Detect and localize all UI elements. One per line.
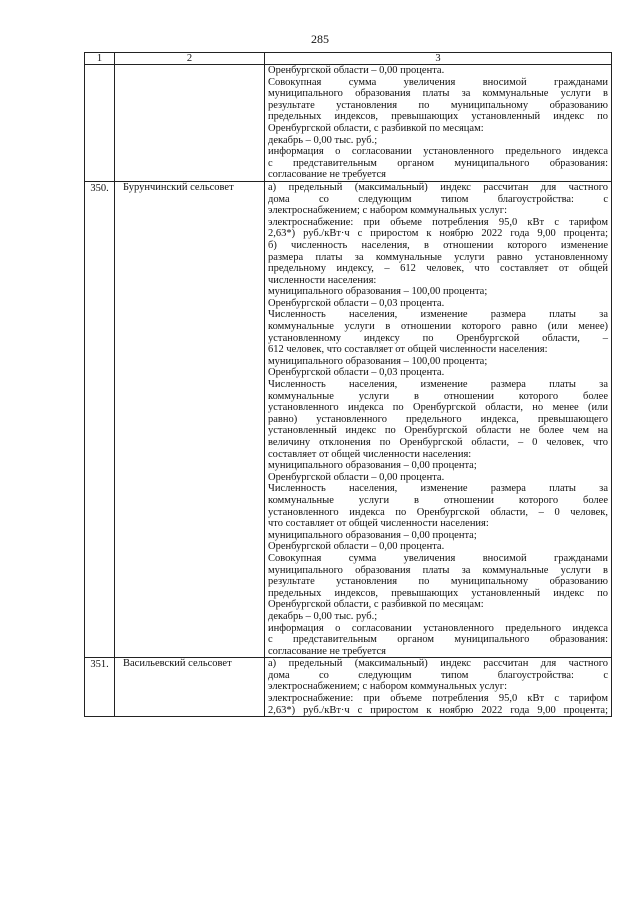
table-row (85, 658, 612, 717)
text-line: электроснабжением; с набором коммунальных услуг: (268, 205, 507, 217)
text-line: равно) установленного предельного индекса, превышающего (268, 413, 608, 425)
row-number-cell (85, 65, 115, 182)
text-line: установленный индекс по Оренбургской области не более чем на (268, 425, 608, 437)
text-line: Оренбургской области – 0,03 процента. (268, 297, 445, 309)
text-line: 612 человек, что составляет от общей численности населения: (268, 344, 548, 356)
text-line: дома со следующим типом благоустройства: с (268, 193, 608, 205)
text-line: а) предельный (максимальный) индекс рассчитан для частного (268, 181, 608, 193)
text-line: декабрь – 0,00 тыс. руб.; (268, 134, 378, 146)
data-table (84, 52, 612, 717)
row-name-cell (115, 65, 265, 182)
text-line: с представительным органом муниципального образования: (268, 157, 608, 169)
header-cell-2: 2 (115, 53, 265, 65)
text-line: численности населения: (268, 274, 377, 286)
row-name: Бурунчинский сельсовет (115, 181, 265, 657)
text-line: 2,63*) руб./кВт·ч с приростом к ноябрю 2022 года 9,00 процента; (268, 228, 608, 240)
table-header-row (85, 53, 612, 65)
text-line: коммунальные услуги в отношении которого равно (или менее) (268, 321, 608, 333)
text-line: электроснабжением; с набором коммунальных услуг: (268, 681, 507, 693)
text-line: установленного индекса по Оренбургской области, – 0 человек, (268, 506, 608, 518)
text-line: Численность населения, изменение размера платы за (268, 309, 608, 321)
text-line: согласование не требуется (268, 645, 386, 657)
text-line: согласование не требуется (268, 169, 386, 181)
continuation-text (268, 65, 608, 181)
row-name: Васильевский сельсовет (115, 658, 265, 717)
table-row (85, 181, 612, 657)
text-line: информация о согласовании установленного предельного индекса (268, 622, 608, 634)
text-line: Совокупная сумма увеличения вносимой гражданами (268, 76, 608, 88)
text-line: величину отклонения по Оренбургской области, – 0 человек, что (268, 437, 608, 448)
text-line: муниципального образования – 100,00 процента; (268, 286, 488, 298)
text-line: что составляет от общей численности населения: (268, 518, 489, 530)
text-line: Оренбургской области – 0,00 процента. (268, 471, 445, 483)
text-line: б) численность населения, в отношении которого изменение (268, 239, 608, 251)
text-line: размера платы за коммунальные услуги равно установленному (268, 251, 608, 263)
header-cell-3: 3 (265, 53, 612, 65)
row-text-cell (265, 65, 612, 182)
text-line: результате установления по муниципальному образованию (268, 99, 608, 111)
text-line: с представительным органом муниципального образования: (268, 634, 608, 646)
row-number: 351. (85, 658, 115, 717)
text-line: муниципального образования платы за коммунальные услуги в (268, 88, 608, 100)
text-line: муниципального образования – 0,00 процента; (268, 460, 477, 472)
text-line: муниципального образования платы за коммунальные услуги в (268, 564, 608, 576)
page-number: 285 (311, 32, 329, 46)
text-line: электроснабжение: при объеме потребления 95,0 кВт с тарифом (268, 693, 608, 705)
row-text-cell (265, 658, 612, 717)
text-line: Численность населения, изменение размера платы за (268, 379, 608, 391)
text-line: коммунальные услуги в отношении которого более (268, 390, 608, 402)
text-line: электроснабжение: при объеме потребления 95,0 кВт с тарифом (268, 216, 608, 228)
text-line: Оренбургской области, с разбивкой по месяцам: (268, 599, 484, 611)
text-line: установленному индексу по Оренбургской области, – (268, 332, 608, 344)
text-line: муниципального образования – 100,00 процента; (268, 355, 488, 367)
text-line: Оренбургской области – 0,03 процента. (268, 367, 445, 379)
table-row-continuation (85, 65, 612, 182)
text-line: результате установления по муниципальному образованию (268, 576, 608, 588)
text-line: а) предельный (максимальный) индекс рассчитан для частного (268, 658, 608, 670)
row-text (268, 182, 608, 657)
text-line: предельному индексу, – 612 человек, что составляет от общей (268, 263, 608, 275)
text-line: дома со следующим типом благоустройства: с (268, 669, 608, 681)
text-line: муниципального образования – 0,00 процента; (268, 529, 477, 541)
header-cell-1: 1 (85, 53, 115, 65)
text-line: Оренбургской области, с разбивкой по месяцам: (268, 122, 484, 134)
text-line: Численность населения, изменение размера платы за (268, 483, 608, 495)
text-line: декабрь – 0,00 тыс. руб.; (268, 610, 378, 622)
text-line: информация о согласовании установленного предельного индекса (268, 146, 608, 158)
text-line: 2,63*) руб./кВт·ч с приростом к ноябрю 2022 года 9,00 процента; (268, 704, 608, 716)
row-text-cell (265, 181, 612, 657)
text-line: Совокупная сумма увеличения вносимой гражданами (268, 552, 608, 564)
text-line: предельных индексов, превышающих установленный индекс по (268, 111, 608, 123)
row-text (268, 658, 608, 716)
text-line: Оренбургской области – 0,00 процента. (268, 541, 445, 553)
text-line: предельных индексов, превышающих установленный индекс по (268, 587, 608, 599)
text-line: составляет от общей численности населения: (268, 448, 472, 460)
text-line: коммунальные услуги в отношении которого более (268, 494, 608, 506)
text-line: Оренбургской области – 0,00 процента. (268, 65, 445, 76)
text-line: установленного индекса по Оренбургской области, но менее (или (268, 402, 608, 414)
row-number: 350. (85, 181, 115, 657)
